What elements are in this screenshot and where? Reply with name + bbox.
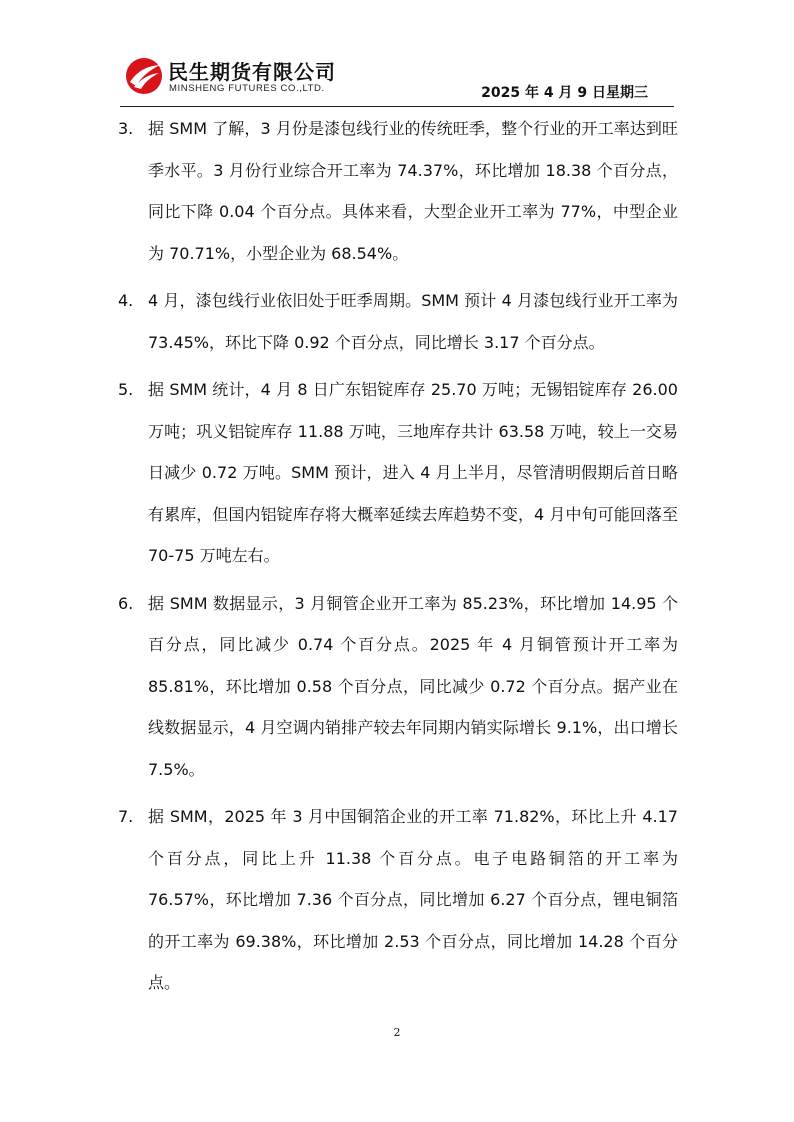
company-name-en: MINSHENG FUTURES CO.,LTD.: [169, 83, 325, 94]
item-number: 3.: [118, 119, 134, 138]
list-item: [118, 583, 678, 791]
company-name-cn: 民生期货有限公司: [168, 60, 336, 84]
list-item: [118, 280, 678, 363]
minsheng-logo-icon: [124, 56, 164, 96]
item-text: 据 SMM，2025 年 3 月中国铜箔企业的开工率 71.82%，环比上升 4.17 个百分点，同比上升 11.38 个百分点。电子电路铜箔的开工率为 76.57%，环比增加 7.36 个百分点，同比增加 6.27 个百分点，锂电铜箔的开工率为 69.38%，环比增加 2.53 个百分点，同比增加 14.28 个百分点。: [148, 807, 678, 992]
list-item: [118, 108, 678, 274]
item-text: 4 月，漆包线行业依旧处于旺季周期。SMM 预计 4 月漆包线行业开工率为 73.45%，环比下降 0.92 个百分点，同比增长 3.17 个百分点。: [148, 291, 678, 352]
page-number: 2: [393, 1026, 401, 1039]
item-number: 6.: [118, 593, 134, 613]
item-text: 据 SMM 了解，3 月份是漆包线行业的传统旺季，整个行业的开工率达到旺季水平。3 月份行业综合开工率为 74.37%，环比增加 18.38 个百分点，同比下降 0.04 个百分点。具体来看，大型企业开工率为 77%，中型企业为 70.71%，小型企业为 68.54%。: [148, 119, 678, 263]
list-item: [118, 369, 678, 577]
news-list: [118, 108, 678, 1010]
page-header: [120, 50, 674, 107]
item-text: 据 SMM 数据显示，3 月铜管企业开工率为 85.23%，环比增加 14.95 个百分点，同比减少 0.74 个百分点。2025 年 4 月铜管预计开工率为 85.81%，环比增加 0.58 个百分点，同比减少 0.72 个百分点。据产业在线数据显示，4 月空调内销排产较去年同期内销实际增长 9.1%，出口增长 7.5%。: [148, 593, 678, 779]
report-date: 2025 年 4 月 9 日星期三: [481, 85, 648, 101]
item-number: 4.: [118, 291, 134, 310]
item-number: 5.: [118, 380, 134, 399]
item-number: 7.: [118, 807, 134, 826]
item-text: 据 SMM 统计，4 月 8 日广东铝锭库存 25.70 万吨；无锡铝锭库存 26.00 万吨；巩义铝锭库存 11.88 万吨，三地库存共计 63.58 万吨，较上一交易日减少 0.72 万吨。SMM 预计，进入 4 月上半月，尽管清明假期后首日略有累库，但国内铝锭库存将大概率延续去库趋势不变，4 月中旬可能回落至 70-75 万吨左右。: [148, 380, 678, 565]
list-item: [118, 796, 678, 1004]
